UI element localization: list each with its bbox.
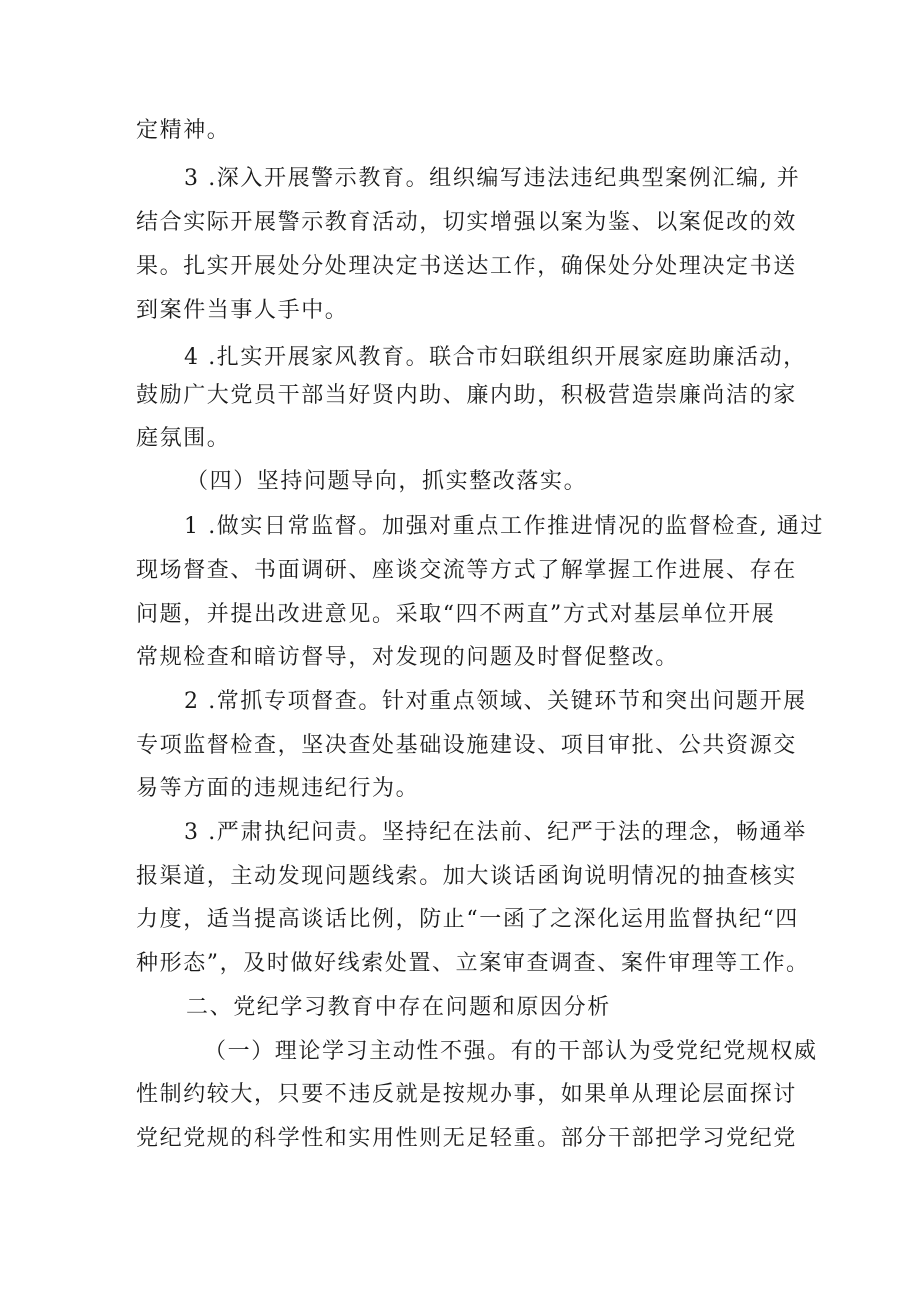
text-line: 力度，适当提高谈话比例，防止“一函了之深化运用监督执纪“四 — [136, 907, 799, 932]
text-line: 鼓励广大党员干部当好贤内助、廉内助，积极营造崇廉尚洁的家 — [136, 383, 797, 408]
text-line: 到案件当事人手中。 — [136, 298, 349, 323]
text-line: 3 .深入开展警示教育。组织编写违法违纪典型案例汇编, 并 — [184, 166, 801, 191]
section-heading: 二、党纪学习教育中存在问题和原因分析 — [186, 995, 611, 1020]
text-line: 定精神。 — [136, 118, 231, 143]
text-line: 果。扎实开展处分处理决定书送达工作，确保处分处理决定书送 — [136, 254, 797, 279]
text-line: 种形态”，及时做好线索处置、立案审查调查、案件审理等工作。 — [136, 951, 810, 976]
text-line: 4 .扎实开展家风教育。联合市妇联组织开展家庭助廉活动， — [184, 345, 807, 370]
text-line: 问题，并提出改进意见。采取“四不两直”方式对基层单位开展 — [136, 602, 776, 627]
text-line: 常规检查和暗访督导，对发现的问题及时督促整改。 — [136, 645, 679, 670]
text-line: 易等方面的违规违纪行为。 — [136, 776, 420, 801]
text-line: 专项监督检查，坚决查处基础设施建设、项目审批、公共资源交 — [136, 733, 797, 758]
text-line: 3 .严肃执纪问责。坚持纪在法前、纪严于法的理念，畅通举 — [184, 820, 807, 845]
text-line: 结合实际开展警示教育活动，切实增强以案为鉴、以案促改的效 — [136, 210, 797, 235]
text-line: 现场督查、书面调研、座谈交流等方式了解掌握工作进展、存在 — [136, 558, 797, 583]
text-line: 庭氛围。 — [136, 426, 231, 451]
text-line: 性制约较大，只要不违反就是按规办事，如果单从理论层面探讨 — [136, 1082, 797, 1107]
subsection-heading: （一）理论学习主动性不强。有的干部认为受党纪党规权威 — [204, 1039, 818, 1064]
text-line: 党纪党规的科学性和实用性则无足轻重。部分干部把学习党纪党 — [136, 1126, 797, 1151]
section-heading: （四）坚持问题导向，抓实整改落实。 — [186, 469, 588, 494]
text-line: 2 .常抓专项督查。针对重点领域、关键环节和突出问题开展 — [184, 689, 807, 714]
text-line: 报渠道，主动发现问题线索。加大谈话函询说明情况的抽查核实 — [136, 864, 797, 889]
text-line: 1 .做实日常监督。加强对重点工作推进情况的监督检查, 通过 — [184, 514, 824, 539]
